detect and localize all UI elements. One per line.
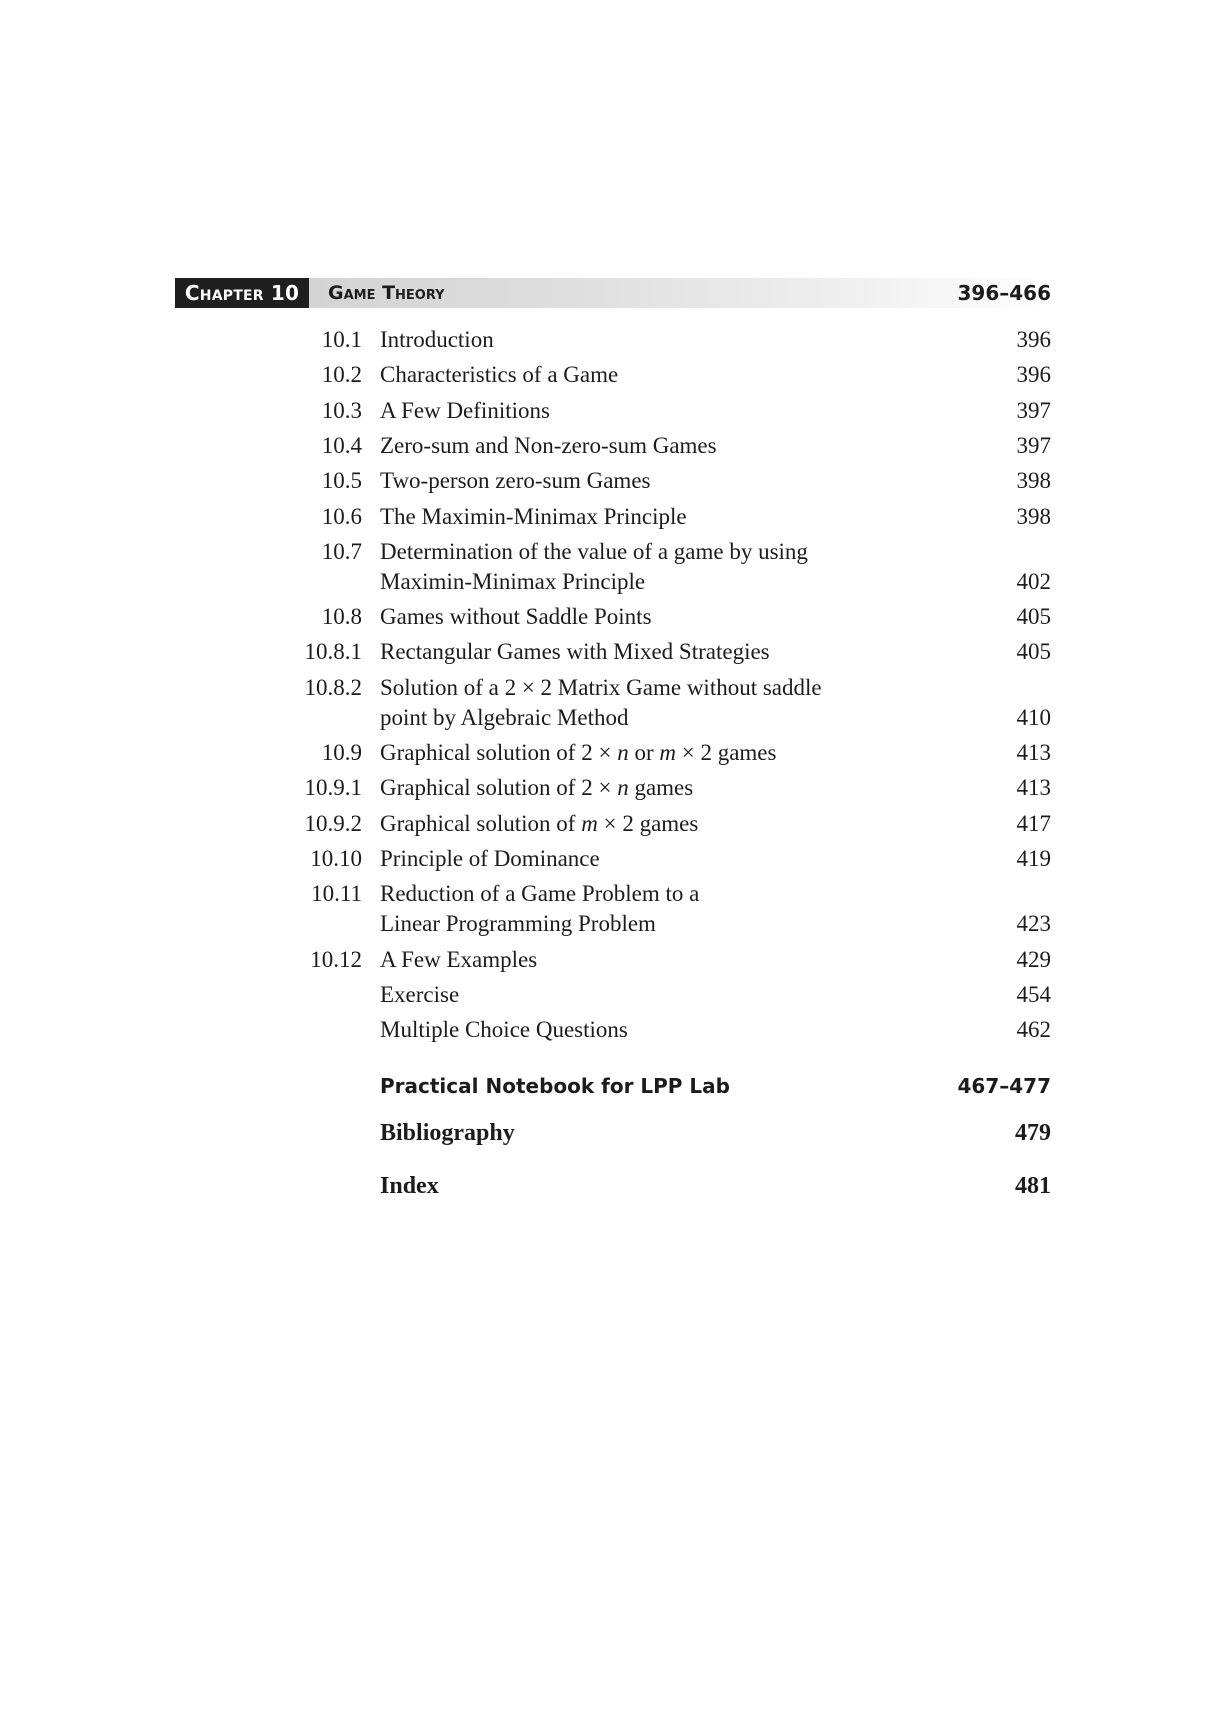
- section-number: 10.6: [321, 503, 362, 529]
- section-title-line: Graphical solution of 2 × n games: [380, 775, 694, 801]
- section-page: 397: [1016, 432, 1051, 458]
- section-title: [380, 673, 940, 733]
- section-number: 10.9: [321, 740, 362, 765]
- section-page: 398: [1016, 503, 1051, 529]
- section-page: 405: [1016, 604, 1051, 630]
- section-title: [380, 980, 940, 1010]
- section-title-line: Two-person zero-sum Games: [380, 468, 651, 494]
- section-page: 423: [1016, 911, 1051, 937]
- section-title-line: A Few Definitions: [380, 397, 550, 423]
- index-title: Index: [380, 1173, 439, 1199]
- section-title-line: Characteristics of a Game: [380, 362, 619, 388]
- section-number: 10.8.1: [304, 639, 362, 665]
- section-number: 10.4: [321, 432, 362, 458]
- bibliography-title: Bibliography: [380, 1120, 515, 1146]
- section-number: 10.8.2: [304, 674, 362, 700]
- section-page: 419: [1016, 845, 1051, 871]
- section-page: 413: [1016, 775, 1051, 801]
- section-title-line: Solution of a 2 × 2 Matrix Game without saddle: [380, 674, 822, 700]
- section-title: [380, 325, 940, 355]
- section-page: 405: [1016, 639, 1051, 665]
- section-page: 396: [1016, 327, 1051, 352]
- index-page: 481: [1015, 1173, 1051, 1199]
- section-page: 410: [1016, 704, 1051, 730]
- section-title-line: Zero-sum and Non-zero-sum Games: [380, 432, 717, 458]
- section-number: 10.2: [321, 362, 362, 388]
- section-title-line: Introduction: [380, 327, 494, 352]
- section-title-line: Exercise: [380, 981, 460, 1007]
- section-title-line: Rectangular Games with Mixed Strategies: [380, 639, 770, 665]
- section-title: [380, 809, 940, 839]
- chapter-number: Chapter 10: [175, 278, 309, 308]
- section-title: [380, 431, 940, 461]
- section-title: [380, 879, 940, 939]
- section-title-line: Graphical solution of m × 2 games: [380, 810, 699, 836]
- section-title: [380, 602, 940, 632]
- bibliography-page: 479: [1015, 1120, 1051, 1146]
- section-title: [380, 466, 940, 496]
- section-title-line: Multiple Choice Questions: [380, 1017, 628, 1043]
- section-title-line: point by Algebraic Method: [380, 704, 629, 730]
- section-number: 10.10: [310, 845, 362, 871]
- section-page: 417: [1016, 810, 1051, 836]
- section-page: 462: [1016, 1017, 1051, 1043]
- section-title: [380, 537, 940, 597]
- section-page: 402: [1016, 568, 1051, 594]
- section-title: [380, 360, 940, 390]
- section-title-line: Determination of the value of a game by using: [380, 538, 808, 564]
- section-number: 10.5: [321, 468, 362, 494]
- section-title-line: Reduction of a Game Problem to a: [380, 881, 700, 907]
- section-title-line: Maximin-Minimax Principle: [380, 568, 646, 594]
- chapter-title: Game Theory: [328, 282, 445, 304]
- section-number: 10.1: [321, 327, 362, 352]
- section-page: 397: [1016, 397, 1051, 423]
- section-number: 10.3: [321, 397, 362, 423]
- section-number: 10.7: [321, 538, 362, 564]
- practical-notebook-title: Practical Notebook for LPP Lab: [380, 1074, 730, 1098]
- chapter-page-range: 396–466: [957, 281, 1051, 305]
- section-title-line: Principle of Dominance: [380, 845, 600, 871]
- section-number: 10.9.2: [304, 810, 362, 836]
- section-title: [380, 738, 940, 768]
- section-page: 398: [1016, 468, 1051, 494]
- section-page: 429: [1016, 946, 1051, 972]
- section-title-line: Games without Saddle Points: [380, 604, 652, 630]
- section-title: [380, 945, 940, 975]
- section-title-line: Linear Programming Problem: [380, 911, 656, 937]
- section-number: 10.11: [311, 881, 362, 907]
- section-page: 396: [1016, 362, 1051, 388]
- section-number: 10.12: [310, 946, 362, 972]
- section-title: [380, 502, 940, 532]
- section-title-line: Graphical solution of 2 × n or m × 2 games: [380, 740, 777, 765]
- section-title-line: A Few Examples: [380, 946, 538, 972]
- section-title: [380, 637, 940, 667]
- section-title-line: The Maximin-Minimax Principle: [380, 503, 687, 529]
- section-page: 413: [1016, 740, 1051, 765]
- section-title: [380, 844, 940, 874]
- section-title: [380, 396, 940, 426]
- section-title: [380, 1015, 940, 1045]
- section-page: 454: [1016, 981, 1051, 1007]
- section-number: 10.9.1: [304, 775, 362, 801]
- section-title: [380, 773, 940, 803]
- section-number: 10.8: [321, 604, 362, 630]
- practical-notebook-pages: 467–477: [957, 1074, 1051, 1098]
